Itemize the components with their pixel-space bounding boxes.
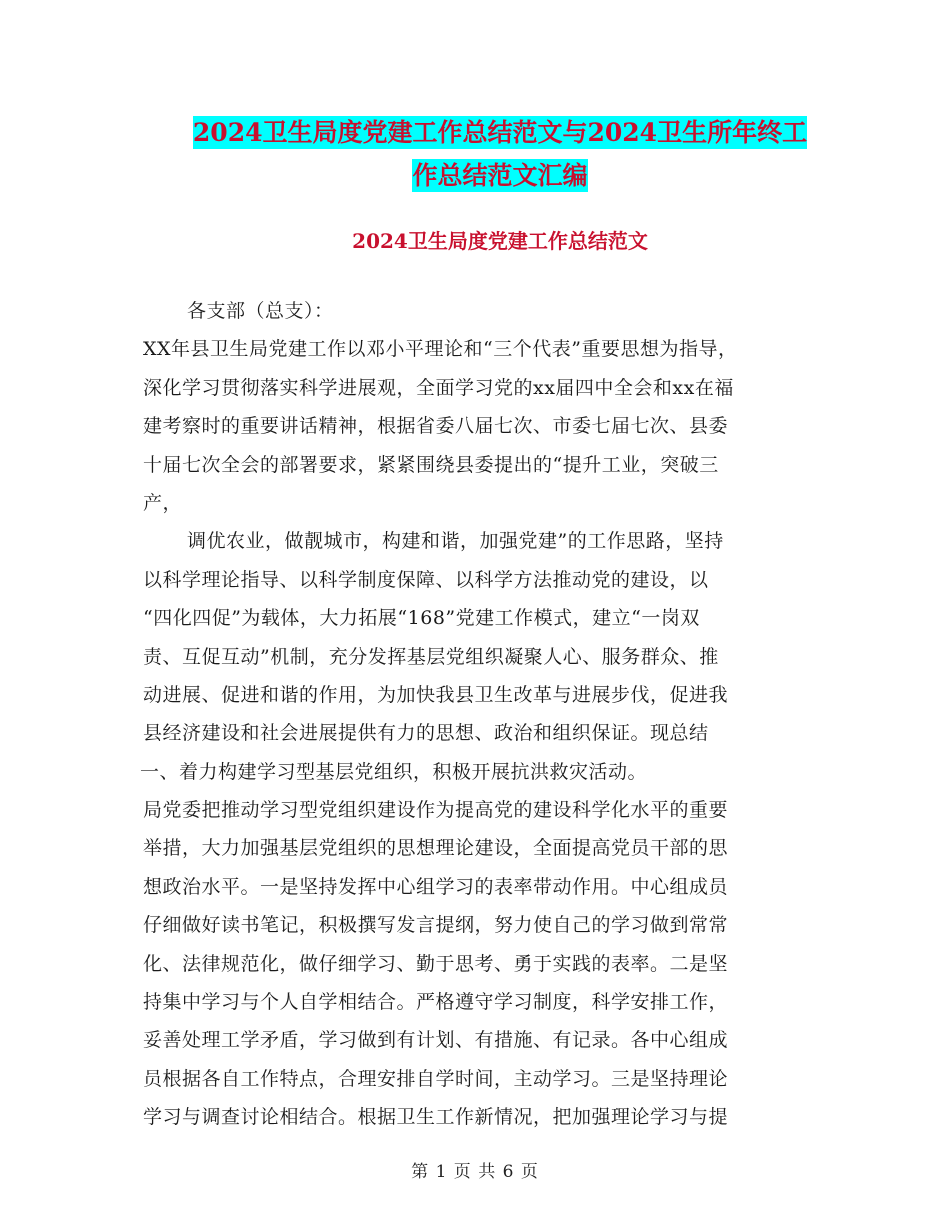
text-line: 妥善处理工学矛盾，学习做到有计划、有措施、有记录。各中心组成	[143, 1029, 729, 1052]
section-title: 2024卫生局度党建工作总结范文	[352, 229, 648, 253]
text-line: 责、互促互动”机制，充分发挥基层党组织凝聚人心、服务群众、推	[143, 645, 719, 668]
text-line: 建考察时的重要讲话精神，根据省委八届七次、市委七届七次、县委	[143, 415, 729, 438]
text-line: 动进展、促进和谐的作用，为加快我县卫生改革与进展步伐，促进我	[143, 683, 729, 706]
text-line: 以科学理论指导、以科学制度保障、以科学方法推动党的建设，以	[143, 568, 709, 591]
text-line: 持集中学习与个人自学相结合。严格遵守学习制度，科学安排工作，	[143, 991, 729, 1014]
text-line: 举措，大力加强基层党组织的思想理论建设，全面提高党员干部的思	[143, 837, 729, 860]
text-line: 局党委把推动学习型党组织建设作为提高党的建设科学化水平的重要	[143, 799, 729, 822]
text-line: 深化学习贯彻落实科学进展观，全面学习党的xx届四中全会和xx在福	[143, 376, 734, 399]
text-line: 仔细做好读书笔记，积极撰写发言提纲，努力使自己的学习做到常常	[143, 914, 729, 937]
section-heading: 一、着力构建学习型基层党组织，积极开展抗洪救灾活动。	[140, 760, 648, 783]
page-footer: 第 1 页 共 6 页	[411, 1162, 539, 1182]
body-text	[140, 292, 823, 1137]
text-line: 产，	[143, 491, 183, 514]
text-line: 调优农业，做靓城市，构建和谐，加强党建”的工作思路，坚持	[187, 530, 724, 553]
salutation: 各支部（总支）：	[187, 300, 334, 322]
text-line: XX年县卫生局党建工作以邓小平理论和“三个代表”重要思想为指导，	[143, 338, 738, 361]
text-line: 员根据各自工作特点，合理安排自学时间，主动学习。三是坚持理论	[143, 1067, 729, 1090]
text-line: 十届七次全会的部署要求，紧紧围绕县委提出的“提升工业，突破三	[143, 453, 719, 476]
text-line: “四化四促”为载体，大力拓展“168”党建工作模式，建立“一岗双	[143, 607, 700, 630]
text-line: 化、法律规范化，做仔细学习、勤于思考、勇于实践的表率。二是坚	[143, 952, 729, 975]
document-title-line-1: 2024卫生局度党建工作总结范文与2024卫生所年终工	[192, 118, 808, 147]
text-line: 想政治水平。一是坚持发挥中心组学习的表率带动作用。中心组成员	[143, 875, 729, 898]
text-line: 学习与调查讨论相结合。根据卫生工作新情况，把加强理论学习与提	[143, 1106, 729, 1129]
document-title-line-2: 作总结范文汇编	[412, 161, 588, 190]
text-line: 县经济建设和社会进展提供有力的思想、政治和组织保证。现总结	[143, 722, 709, 745]
